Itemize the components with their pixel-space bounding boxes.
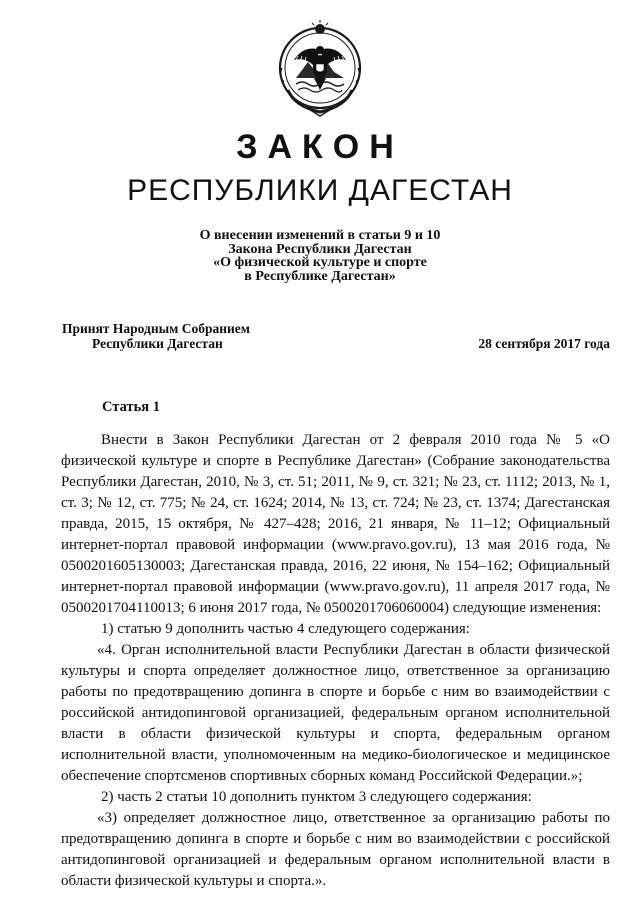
subtitle-line: О внесении изменений в статьи 9 и 10 — [199, 228, 441, 243]
republic-title: РЕСПУБЛИКИ ДАГЕСТАН — [127, 174, 513, 207]
law-title: ЗАКОН — [236, 128, 404, 166]
article-paragraph: 2) часть 2 статьи 10 дополнить пунктом 3 следующего содержания: — [101, 789, 532, 805]
article-heading: Статья 1 — [102, 399, 160, 415]
article-paragraph: «4. Орган исполнительной власти Республики Дагестан в области физической культуры и спорта определяет должностное лицо, ответственное за организацию работы по предотвращению допинга в спорте и борьбе с ним во взаимодействии с российской антидопинговой организацией, федеральным органом исполнительной власти в области физической культуры и спорта, федеральным органом исполнительной власти, уполномоченным на медико-биологическое и медицинское обеспечение спортсменов спортивных сборных команд Российской Федерации.»; — [61, 642, 610, 784]
article-paragraph: Внести в Закон Республики Дагестан от 2 февраля 2010 года № 5 «О физической культуре и спорте в Республике Дагестан» (Собрание законодательства Республики Дагестан, 2010, № 3, ст. 51; 2011, № 9, ст. 321; № 23, ст. 1112; 2013, № 1, ст. 3; № 12, ст. 775; № 24, ст. 1624; 2014, № 13, ст. 724; № 23, ст. 1374; Дагестанская правда, 2015, 15 октября, № 427–428; 2016, 21 января, № 11–12; Официальный интернет-портал правовой информации (www.pravo.gov.ru), 13 мая 2016 года, № 0500201605130003; Дагестанская правда, 2016, 22 июня, № 154–162; Официальный интернет-портал правовой информации (www.pravo.gov.ru), 11 апреля 2017 года, № 0500201704110013; 6 июня 2017 года, № 0500201706060004) следующие изменения: — [61, 432, 610, 616]
adoption-date: 28 сентября 2017 года — [478, 336, 610, 351]
article-body — [61, 430, 610, 892]
adoption-line: Республики Дагестан — [92, 336, 223, 351]
subtitle-line: «О физической культуре и спорте — [213, 255, 427, 270]
article-paragraph: «3) определяет должностное лицо, ответственное за организацию работы по предотвращению допинга в спорте и борьбе с ним во взаимодействии с российской антидопинговой организацией и федеральным органом исполнительной власти в области физической культуры и спорта.». — [61, 810, 610, 889]
subtitle-line: в Республике Дагестан» — [244, 268, 396, 284]
coat-of-arms-icon — [274, 20, 366, 118]
adoption-note — [62, 321, 250, 351]
subtitle-line: Закона Республики Дагестан — [228, 241, 412, 257]
adoption-line: Принят Народным Собранием — [62, 321, 250, 336]
law-subtitle — [0, 229, 640, 283]
article-paragraph: 1) статью 9 дополнить частью 4 следующего содержания: — [101, 621, 470, 637]
coat-of-arms-graphic — [274, 20, 366, 118]
